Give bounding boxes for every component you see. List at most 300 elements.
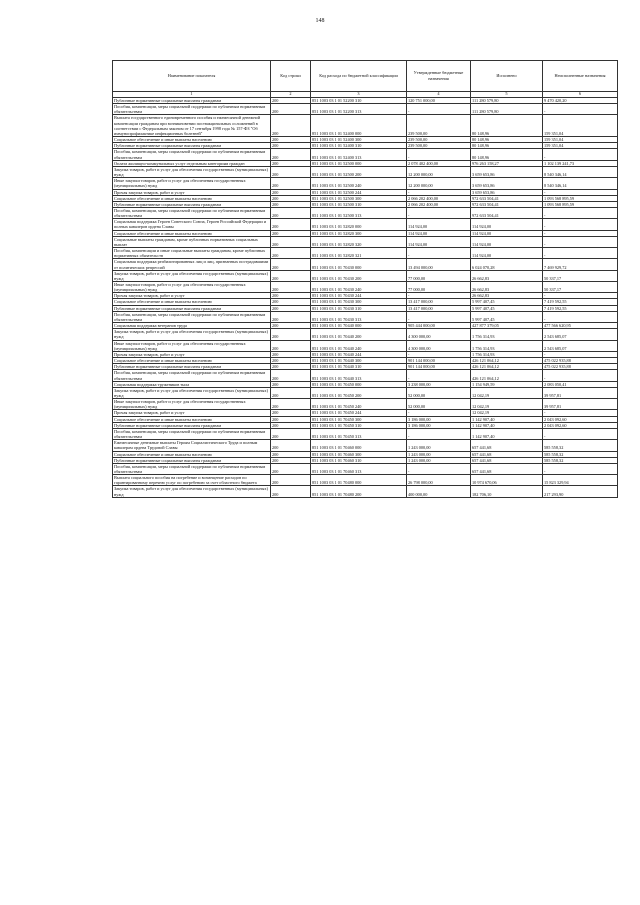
row-classification: 851 1003 03 1 01 70440 244 <box>311 351 407 357</box>
row-approved: - <box>407 293 471 299</box>
row-executed: 426 121 064,12 <box>471 364 543 370</box>
row-approved: 400 000,00 <box>407 486 471 497</box>
row-approved: 239 500,00 <box>407 115 471 137</box>
row-unexecuted: - <box>543 104 618 115</box>
row-unexecuted: 2 043 092,60 <box>543 422 618 428</box>
row-approved: - <box>407 311 471 322</box>
row-code: 200 <box>271 230 311 236</box>
row-name: Пособия, компенсации и иные социальные выплаты гражданам, кроме публичных нормативных обязательств <box>113 248 271 259</box>
row-classification: 851 1003 03 1 01 70430 200 <box>311 270 407 281</box>
column-number: 1 <box>113 92 271 98</box>
row-name: Прочая закупка товаров, работ и услуг <box>113 410 271 416</box>
row-name: Иные закупки товаров, работ и услуг для обеспечения государственных (муниципальных) нужд <box>113 340 271 351</box>
row-code: 200 <box>271 104 311 115</box>
row-classification: 851 1003 03 1 01 52200 310 <box>311 98 407 104</box>
row-unexecuted: 159 351,04 <box>543 115 618 137</box>
row-classification: 851 1003 03 1 01 70430 240 <box>311 282 407 293</box>
row-classification: 851 1003 03 1 01 70430 244 <box>311 293 407 299</box>
row-approved: 4 300 000,00 <box>407 329 471 340</box>
row-unexecuted: 2 543 685,07 <box>543 340 618 351</box>
row-approved: 2 066 202 400,00 <box>407 195 471 201</box>
row-classification: 851 1003 03 1 01 70450 240 <box>311 399 407 410</box>
row-approved: - <box>407 463 471 474</box>
row-classification: 851 1003 03 1 01 52820 300 <box>311 230 407 236</box>
row-name: Социальная поддержка тружеников тыла <box>113 381 271 387</box>
row-code: 200 <box>271 311 311 322</box>
row-unexecuted: - <box>543 370 618 381</box>
row-name: Социальное обеспечение и иные выплаты населению <box>113 195 271 201</box>
row-classification: 851 1003 03 1 01 52820 320 <box>311 236 407 247</box>
row-code: 200 <box>271 486 311 497</box>
row-classification: 851 1003 03 1 01 52500 310 <box>311 201 407 207</box>
row-classification: 851 1003 03 1 01 70450 300 <box>311 416 407 422</box>
row-approved: 77 000,00 <box>407 270 471 281</box>
row-code: 200 <box>271 299 311 305</box>
row-executed: 1 756 314,93 <box>471 351 543 357</box>
row-code: 200 <box>271 270 311 281</box>
row-approved: 3 186 000,00 <box>407 416 471 422</box>
row-classification: 851 1003 03 1 01 52500 200 <box>311 166 407 177</box>
row-executed: 1 756 314,93 <box>471 329 543 340</box>
table-body <box>113 92 618 498</box>
row-classification: 851 1003 03 1 01 52400 300 <box>311 137 407 143</box>
row-approved: 13 494 000,00 <box>407 259 471 270</box>
row-unexecuted: 9 470 420,20 <box>543 98 618 104</box>
row-unexecuted: - <box>543 463 618 474</box>
row-approved: 2 078 402 400,00 <box>407 160 471 166</box>
row-executed: 657 441,68 <box>471 451 543 457</box>
row-classification: 851 1003 03 1 01 52820 321 <box>311 248 407 259</box>
row-executed: 12 042,19 <box>471 399 543 410</box>
table-header-row <box>113 61 618 92</box>
header-unexecuted: Неисполненные назначения <box>543 61 618 92</box>
table-row <box>113 387 618 398</box>
row-classification: 851 1003 03 1 01 70450 313 <box>311 428 407 439</box>
row-executed: 1 142 907,40 <box>471 422 543 428</box>
row-executed: 114 924,00 <box>471 219 543 230</box>
row-code: 200 <box>271 115 311 137</box>
row-executed: 657 441,68 <box>471 440 543 451</box>
row-name: Публичные нормативные социальные выплаты гражданам <box>113 143 271 149</box>
row-name: Оплата жилищно-коммунальных услуг отдельным категориям граждан <box>113 160 271 166</box>
row-unexecuted: 39 957,81 <box>543 387 618 398</box>
row-classification: 851 1003 03 1 01 70430 300 <box>311 299 407 305</box>
row-code: 200 <box>271 370 311 381</box>
row-unexecuted: - <box>543 428 618 439</box>
row-approved: 120 751 000,00 <box>407 98 471 104</box>
row-classification: 851 1003 03 1 01 70450 200 <box>311 387 407 398</box>
row-name: Публичные нормативные социальные выплаты гражданам <box>113 422 271 428</box>
row-unexecuted: 8 540 346,14 <box>543 178 618 189</box>
row-code: 200 <box>271 282 311 293</box>
row-unexecuted: - <box>543 149 618 160</box>
row-name: Социальное обеспечение и иные выплаты населению <box>113 451 271 457</box>
row-approved: - <box>407 351 471 357</box>
row-name: Социальное обеспечение и иные выплаты населению <box>113 358 271 364</box>
row-executed: 3 659 653,86 <box>471 166 543 177</box>
row-executed: 972 633 504,41 <box>471 195 543 201</box>
row-unexecuted: - <box>543 293 618 299</box>
row-approved: - <box>407 149 471 160</box>
row-name: Ежемесячные денежные выплаты Героям Социалистического Труда и полным кавалерам ордена Трудовой Славы <box>113 440 271 451</box>
table-row <box>113 149 618 160</box>
row-classification: 851 1003 03 1 01 52400 000 <box>311 115 407 137</box>
row-unexecuted: 217 293,90 <box>543 486 618 497</box>
row-executed: 1 756 314,93 <box>471 340 543 351</box>
row-executed: 26 662,83 <box>471 293 543 299</box>
row-classification: 851 1003 03 1 01 52400 310 <box>311 143 407 149</box>
row-name: Публичные нормативные социальные выплаты гражданам <box>113 364 271 370</box>
row-code: 200 <box>271 422 311 428</box>
row-executed: 6 024 070,28 <box>471 259 543 270</box>
row-name: Публичные нормативные социальные выплаты гражданам <box>113 201 271 207</box>
row-classification: 851 1003 03 1 01 70450 244 <box>311 410 407 416</box>
row-executed: 26 662,83 <box>471 270 543 281</box>
row-approved: 1 243 000,00 <box>407 457 471 463</box>
header-approved: Утвержденные бюджетные назначения <box>407 61 471 92</box>
row-executed: 182 706,10 <box>471 486 543 497</box>
row-executed: 114 924,00 <box>471 236 543 247</box>
row-approved: 905 444 000,00 <box>407 323 471 329</box>
row-name: Публичные нормативные социальные выплаты гражданам <box>113 305 271 311</box>
row-code: 200 <box>271 399 311 410</box>
table-row <box>113 329 618 340</box>
row-approved: - <box>407 207 471 218</box>
row-unexecuted: - <box>543 351 618 357</box>
row-name: Закупка товаров, работ и услуг для обеспечения государственных (муниципальных) нужд <box>113 329 271 340</box>
column-number: 5 <box>471 92 543 98</box>
row-code: 200 <box>271 189 311 195</box>
row-code: 200 <box>271 387 311 398</box>
row-executed: 426 121 064,12 <box>471 358 543 364</box>
table-row <box>113 259 618 270</box>
row-code: 200 <box>271 259 311 270</box>
row-code: 200 <box>271 207 311 218</box>
row-code: 200 <box>271 305 311 311</box>
row-executed: 427 877 379,05 <box>471 323 543 329</box>
row-classification: 851 1003 03 1 01 70430 000 <box>311 259 407 270</box>
row-approved: 12 200 000,00 <box>407 166 471 177</box>
row-classification: 851 1003 03 1 01 52200 313 <box>311 104 407 115</box>
row-classification: 851 1003 03 1 01 70440 240 <box>311 340 407 351</box>
row-unexecuted: 1 102 139 241,73 <box>543 160 618 166</box>
row-name: Пособия, компенсации, меры социальной поддержки по публичным нормативным обязательствам <box>113 207 271 218</box>
row-code: 200 <box>271 160 311 166</box>
row-classification: 851 1003 03 1 01 70440 313 <box>311 370 407 381</box>
row-unexecuted: 475 022 935,88 <box>543 364 618 370</box>
row-approved: 26 798 000,00 <box>407 475 471 486</box>
row-code: 200 <box>271 364 311 370</box>
table-row <box>113 311 618 322</box>
row-name: Закупка товаров, работ и услуг для обеспечения государственных (муниципальных) нужд <box>113 270 271 281</box>
row-name: Прочая закупка товаров, работ и услуг <box>113 351 271 357</box>
row-code: 200 <box>271 475 311 486</box>
row-executed: 3 659 653,86 <box>471 189 543 195</box>
row-classification: 851 1003 03 1 01 70450 000 <box>311 381 407 387</box>
row-executed: 111 280 579,80 <box>471 104 543 115</box>
row-approved: 114 924,00 <box>407 236 471 247</box>
row-unexecuted: 159 351,04 <box>543 137 618 143</box>
row-unexecuted: 585 558,32 <box>543 440 618 451</box>
row-classification: 851 1003 03 1 01 70460 300 <box>311 451 407 457</box>
row-unexecuted: 477 566 620,95 <box>543 323 618 329</box>
row-executed: 114 924,00 <box>471 248 543 259</box>
row-name: Публичные нормативные социальные выплаты гражданам <box>113 457 271 463</box>
row-unexecuted: 50 337,17 <box>543 282 618 293</box>
row-name: Социальное обеспечение и иные выплаты населению <box>113 416 271 422</box>
row-unexecuted: - <box>543 236 618 247</box>
row-executed: 80 148,96 <box>471 115 543 137</box>
row-executed: 5 997 407,45 <box>471 311 543 322</box>
row-approved: 114 924,00 <box>407 230 471 236</box>
row-approved: 13 417 000,00 <box>407 305 471 311</box>
row-code: 200 <box>271 98 311 104</box>
row-code: 200 <box>271 236 311 247</box>
row-approved: - <box>407 410 471 416</box>
row-unexecuted: 475 022 935,88 <box>543 358 618 364</box>
row-name: Пособия, компенсации, меры социальной поддержки по публичным нормативным обязательствам <box>113 149 271 160</box>
row-name: Иные закупки товаров, работ и услуг для обеспечения государственных (муниципальных) нужд <box>113 178 271 189</box>
row-executed: 5 997 407,45 <box>471 299 543 305</box>
row-executed: 1 142 907,40 <box>471 416 543 422</box>
row-executed: 5 997 407,45 <box>471 305 543 311</box>
row-code: 200 <box>271 381 311 387</box>
row-code: 200 <box>271 143 311 149</box>
header-executed: Исполнено <box>471 61 543 92</box>
row-approved: 114 924,00 <box>407 219 471 230</box>
row-name: Выплата государственного единовременного пособия и ежемесячной денежной компенсации гражданам при возникновении поствакцинальных осложнений в соответствии с Федеральным законом от 17 сентября 1998 года № 157-ФЗ "Об иммунопрофилактике инфекционных болезней" <box>113 115 271 137</box>
row-code: 200 <box>271 201 311 207</box>
row-classification: 851 1003 03 1 01 70460 310 <box>311 457 407 463</box>
table-row <box>113 219 618 230</box>
table-row <box>113 399 618 410</box>
table-row <box>113 248 618 259</box>
row-unexecuted: 2 543 685,07 <box>543 329 618 340</box>
table-row <box>113 104 618 115</box>
row-classification: 851 1003 03 1 01 70460 000 <box>311 440 407 451</box>
table-row <box>113 340 618 351</box>
row-code: 200 <box>271 340 311 351</box>
row-approved: 3 238 000,00 <box>407 381 471 387</box>
row-name: Пособия, компенсации, меры социальной поддержки по публичным нормативным обязательствам <box>113 428 271 439</box>
header-class: Код расхода по бюджетной классификации <box>311 61 407 92</box>
row-code: 200 <box>271 329 311 340</box>
row-code: 200 <box>271 451 311 457</box>
row-classification: 851 1003 03 1 01 52400 313 <box>311 149 407 160</box>
table-row <box>113 428 618 439</box>
row-executed: 1 154 949,59 <box>471 381 543 387</box>
row-code: 200 <box>271 166 311 177</box>
row-classification: 851 1003 03 1 01 52820 000 <box>311 219 407 230</box>
table-row <box>113 475 618 486</box>
column-number: 4 <box>407 92 471 98</box>
row-executed: 80 148,96 <box>471 143 543 149</box>
row-approved: - <box>407 248 471 259</box>
row-classification: 851 1003 03 1 01 70450 310 <box>311 422 407 428</box>
row-code: 200 <box>271 440 311 451</box>
row-code: 200 <box>271 248 311 259</box>
row-classification: 851 1003 03 1 01 52500 244 <box>311 189 407 195</box>
row-classification: 851 1003 03 1 01 70430 313 <box>311 311 407 322</box>
row-approved: 3 186 000,00 <box>407 422 471 428</box>
table-row <box>113 270 618 281</box>
row-classification: 851 1003 03 1 01 52500 313 <box>311 207 407 218</box>
row-name: Публичные нормативные социальные выплаты гражданам <box>113 98 271 104</box>
table-row <box>113 178 618 189</box>
row-unexecuted: 159 351,04 <box>543 143 618 149</box>
row-name: Пособия, компенсации, меры социальной поддержки по публичным нормативным обязательствам <box>113 104 271 115</box>
row-classification: 851 1003 03 1 01 70460 313 <box>311 463 407 474</box>
row-code: 200 <box>271 351 311 357</box>
row-name: Социальная поддержка Героев Советского Союза, Героев Российской Федерации и полных кавалеров ордена Славы <box>113 219 271 230</box>
row-name: Выплата социального пособия на погребение и возмещение расходов по гарантированному перечню услуг по погребению за счет областного бюджета <box>113 475 271 486</box>
row-executed: 657 441,68 <box>471 463 543 474</box>
row-code: 200 <box>271 416 311 422</box>
row-code: 200 <box>271 195 311 201</box>
row-approved: - <box>407 428 471 439</box>
row-unexecuted: 2 083 050,41 <box>543 381 618 387</box>
row-executed: 114 924,00 <box>471 230 543 236</box>
row-approved: - <box>407 104 471 115</box>
row-classification: 851 1003 03 1 01 70440 310 <box>311 364 407 370</box>
row-unexecuted: - <box>543 189 618 195</box>
row-classification: 851 1003 03 1 01 52500 000 <box>311 160 407 166</box>
row-code: 200 <box>271 293 311 299</box>
row-unexecuted: - <box>543 311 618 322</box>
row-code: 200 <box>271 358 311 364</box>
row-classification: 851 1003 03 1 01 52500 240 <box>311 178 407 189</box>
row-classification: 851 1003 03 1 01 70440 300 <box>311 358 407 364</box>
row-executed: 976 263 158,27 <box>471 160 543 166</box>
row-code: 200 <box>271 137 311 143</box>
row-unexecuted: 39 957,81 <box>543 399 618 410</box>
row-code: 200 <box>271 463 311 474</box>
row-unexecuted: 1 093 568 895,59 <box>543 195 618 201</box>
row-name: Иные закупки товаров, работ и услуг для обеспечения государственных (муниципальных) нужд <box>113 399 271 410</box>
budget-execution-table <box>112 60 618 498</box>
row-approved: 2 066 202 400,00 <box>407 201 471 207</box>
row-name: Закупка товаров, работ и услуг для обеспечения государственных (муниципальных) нужд <box>113 166 271 177</box>
row-code: 200 <box>271 428 311 439</box>
row-executed: 657 441,68 <box>471 457 543 463</box>
row-unexecuted: 585 558,32 <box>543 451 618 457</box>
row-name: Прочая закупка товаров, работ и услуг <box>113 293 271 299</box>
row-classification: 851 1003 03 1 01 70440 200 <box>311 329 407 340</box>
table-row <box>113 282 618 293</box>
row-classification: 851 1003 03 1 01 70480 200 <box>311 486 407 497</box>
row-unexecuted: 585 558,32 <box>543 457 618 463</box>
row-name: Социальная поддержка ветеранов труда <box>113 323 271 329</box>
row-code: 200 <box>271 457 311 463</box>
row-approved: 239 500,00 <box>407 143 471 149</box>
row-unexecuted: 2 043 092,60 <box>543 416 618 422</box>
row-executed: 111 280 579,80 <box>471 98 543 104</box>
table-row <box>113 166 618 177</box>
row-unexecuted: 15 823 329,94 <box>543 475 618 486</box>
row-approved: 1 243 000,00 <box>407 451 471 457</box>
row-unexecuted: - <box>543 410 618 416</box>
row-approved: 4 300 000,00 <box>407 340 471 351</box>
row-code: 200 <box>271 178 311 189</box>
column-number: 3 <box>311 92 407 98</box>
row-unexecuted: - <box>543 219 618 230</box>
row-approved: 52 000,00 <box>407 399 471 410</box>
row-name: Закупка товаров, работ и услуг для обеспечения государственных (муниципальных) нужд <box>113 486 271 497</box>
row-unexecuted: 7 419 592,55 <box>543 299 618 305</box>
row-classification: 851 1003 03 1 01 70440 000 <box>311 323 407 329</box>
row-executed: 12 042,19 <box>471 410 543 416</box>
row-approved: 1 243 000,00 <box>407 440 471 451</box>
row-executed: 80 148,96 <box>471 149 543 160</box>
row-approved: 13 417 000,00 <box>407 299 471 305</box>
row-executed: 1 142 907,40 <box>471 428 543 439</box>
row-code: 200 <box>271 410 311 416</box>
row-name: Социальное обеспечение и иные выплаты населению <box>113 299 271 305</box>
row-classification: 851 1003 03 1 01 70430 310 <box>311 305 407 311</box>
row-approved: 52 000,00 <box>407 387 471 398</box>
table-row <box>113 115 618 137</box>
table-row <box>113 236 618 247</box>
column-number: 2 <box>271 92 311 98</box>
column-number: 6 <box>543 92 618 98</box>
row-name: Прочая закупка товаров, работ и услуг <box>113 189 271 195</box>
header-code: Код строки <box>271 61 311 92</box>
row-approved: 12 200 000,00 <box>407 178 471 189</box>
row-executed: 12 042,19 <box>471 387 543 398</box>
page-number: 148 <box>315 18 325 24</box>
row-code: 200 <box>271 323 311 329</box>
row-executed: 10 974 670,06 <box>471 475 543 486</box>
row-approved: - <box>407 189 471 195</box>
row-approved: 901 144 000,00 <box>407 358 471 364</box>
row-approved: 77 000,00 <box>407 282 471 293</box>
row-name: Социальные выплаты гражданам, кроме публичных нормативных социальных выплат <box>113 236 271 247</box>
header-name: Наименование показателя <box>113 61 271 92</box>
row-name: Закупка товаров, работ и услуг для обеспечения государственных (муниципальных) нужд <box>113 387 271 398</box>
row-unexecuted: - <box>543 230 618 236</box>
row-executed: 972 633 504,41 <box>471 201 543 207</box>
row-unexecuted: 50 337,17 <box>543 270 618 281</box>
row-unexecuted: 1 093 568 895,59 <box>543 201 618 207</box>
row-unexecuted: - <box>543 248 618 259</box>
row-approved: - <box>407 370 471 381</box>
row-name: Социальная поддержка реабилитированных лиц и лиц, признанных пострадавшими от политических репрессий <box>113 259 271 270</box>
table-row <box>113 207 618 218</box>
row-name: Иные закупки товаров, работ и услуг для обеспечения государственных (муниципальных) нужд <box>113 282 271 293</box>
row-unexecuted: 7 419 592,55 <box>543 305 618 311</box>
row-name: Пособия, компенсации, меры социальной поддержки по публичным нормативным обязательствам <box>113 370 271 381</box>
row-name: Пособия, компенсации, меры социальной поддержки по публичным нормативным обязательствам <box>113 311 271 322</box>
row-unexecuted: 7 469 929,72 <box>543 259 618 270</box>
table-row <box>113 370 618 381</box>
row-classification: 851 1003 03 1 01 70480 000 <box>311 475 407 486</box>
row-name: Социальное обеспечение и иные выплаты населению <box>113 230 271 236</box>
row-approved: 901 144 000,00 <box>407 364 471 370</box>
row-name: Пособия, компенсации, меры социальной поддержки по публичным нормативным обязательствам <box>113 463 271 474</box>
row-name: Социальное обеспечение и иные выплаты населению <box>113 137 271 143</box>
row-code: 200 <box>271 219 311 230</box>
table-row <box>113 486 618 497</box>
row-unexecuted: - <box>543 207 618 218</box>
row-unexecuted: 8 540 346,14 <box>543 166 618 177</box>
row-executed: 80 148,96 <box>471 137 543 143</box>
table-row <box>113 463 618 474</box>
row-executed: 426 121 064,12 <box>471 370 543 381</box>
row-code: 200 <box>271 149 311 160</box>
row-classification: 851 1003 03 1 01 52500 300 <box>311 195 407 201</box>
row-executed: 26 662,83 <box>471 282 543 293</box>
table-row <box>113 440 618 451</box>
